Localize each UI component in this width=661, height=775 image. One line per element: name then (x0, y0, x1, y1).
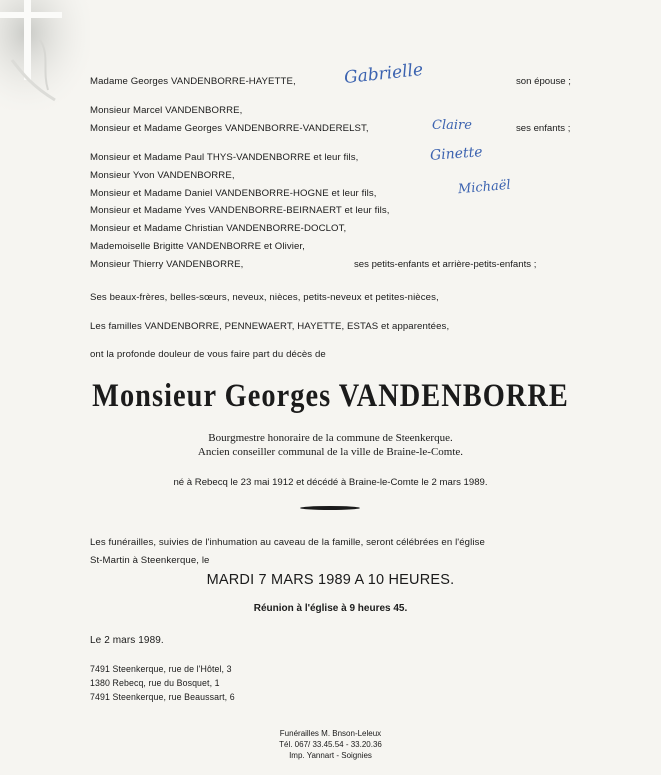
funeral-text-2: St-Martin à Steenkerque, le (90, 555, 210, 566)
deceased-title-1: Bourgmestre honoraire de la commune de Steenkerque. (208, 432, 453, 444)
funeral-text-1: Les funérailles, suivies de l'inhumation au caveau de la famille, seront célébrées en l'église (90, 537, 485, 548)
grandchild-line-6: Mademoiselle Brigitte VANDENBORRE et Olivier, (90, 241, 305, 252)
grandchildren-relation: ses petits-enfants et arrière-petits-enfants ; (354, 259, 537, 270)
divider (300, 506, 360, 510)
birth-death-dates: né à Rebecq le 23 mai 1912 et décédé à Braine-le-Comte le 2 mars 1989. (173, 477, 488, 488)
child-line-2: Monsieur et Madame Georges VANDENBORRE-VANDERELST, (90, 123, 369, 134)
families-line: Les familles VANDENBORRE, PENNEWAERT, HAYETTE, ESTAS et apparentées, (90, 321, 450, 332)
footer-phone: Tél. 067/ 33.45.54 - 33.20.36 (279, 740, 382, 749)
grandchild-line-4: Monsieur et Madame Yves VANDENBORRE-BEIRNAERT et leur fils, (90, 205, 390, 216)
grandchild-line-1: Monsieur et Madame Paul THYS-VANDENBORRE et leur fils, (90, 152, 359, 163)
funeral-date: MARDI 7 MARS 1989 A 10 HEURES. (206, 572, 455, 588)
grandchild-line-7: Monsieur Thierry VANDENBORRE, (90, 259, 244, 270)
grandchild-line-2: Monsieur Yvon VANDENBORRE, (90, 170, 235, 181)
address-line: 7491 Steenkerque, rue Beaussart, 6 (90, 692, 235, 702)
letter-date: Le 2 mars 1989. (90, 635, 164, 646)
cross-icon (0, 0, 90, 110)
deceased-name: Monsieur Georges VANDENBORRE (92, 378, 569, 414)
handwritten-child-name: Claire (432, 118, 472, 133)
spouse-relation: son épouse ; (516, 76, 571, 87)
spouse-line: Madame Georges VANDENBORRE-HAYETTE, (90, 76, 296, 87)
child-line-1: Monsieur Marcel VANDENBORRE, (90, 105, 243, 116)
footer-funeral-home: Funérailles M. Bnson-Leleux (279, 729, 382, 738)
address-line: 7491 Steenkerque, rue de l'Hôtel, 3 (90, 664, 232, 674)
deceased-title-2: Ancien conseiller communal de la ville de Braine-le-Comte. (197, 446, 464, 458)
handwritten-grandchild-1: Ginette (429, 144, 483, 164)
grandchild-line-3: Monsieur et Madame Daniel VANDENBORRE-HOGNE et leur fils, (90, 188, 377, 199)
address-line: 1380 Rebecq, rue du Bosquet, 1 (90, 678, 220, 688)
in-laws-line: Ses beaux-frères, belles-sœurs, neveux, nièces, petits-neveux et petites-nièces, (90, 292, 439, 303)
handwritten-grandchild-3: Michaël (457, 177, 512, 198)
meeting-time: Réunion à l'église à 9 heures 45. (253, 603, 408, 614)
children-relation: ses enfants ; (516, 123, 571, 134)
handwritten-spouse-name: Gabrielle (343, 59, 424, 89)
footer-printer: Imp. Yannart - Soignies (289, 751, 372, 760)
grandchild-line-5: Monsieur et Madame Christian VANDENBORRE-DOCLOT, (90, 223, 347, 234)
announcement-line: ont la profonde douleur de vous faire part du décès de (90, 349, 326, 360)
